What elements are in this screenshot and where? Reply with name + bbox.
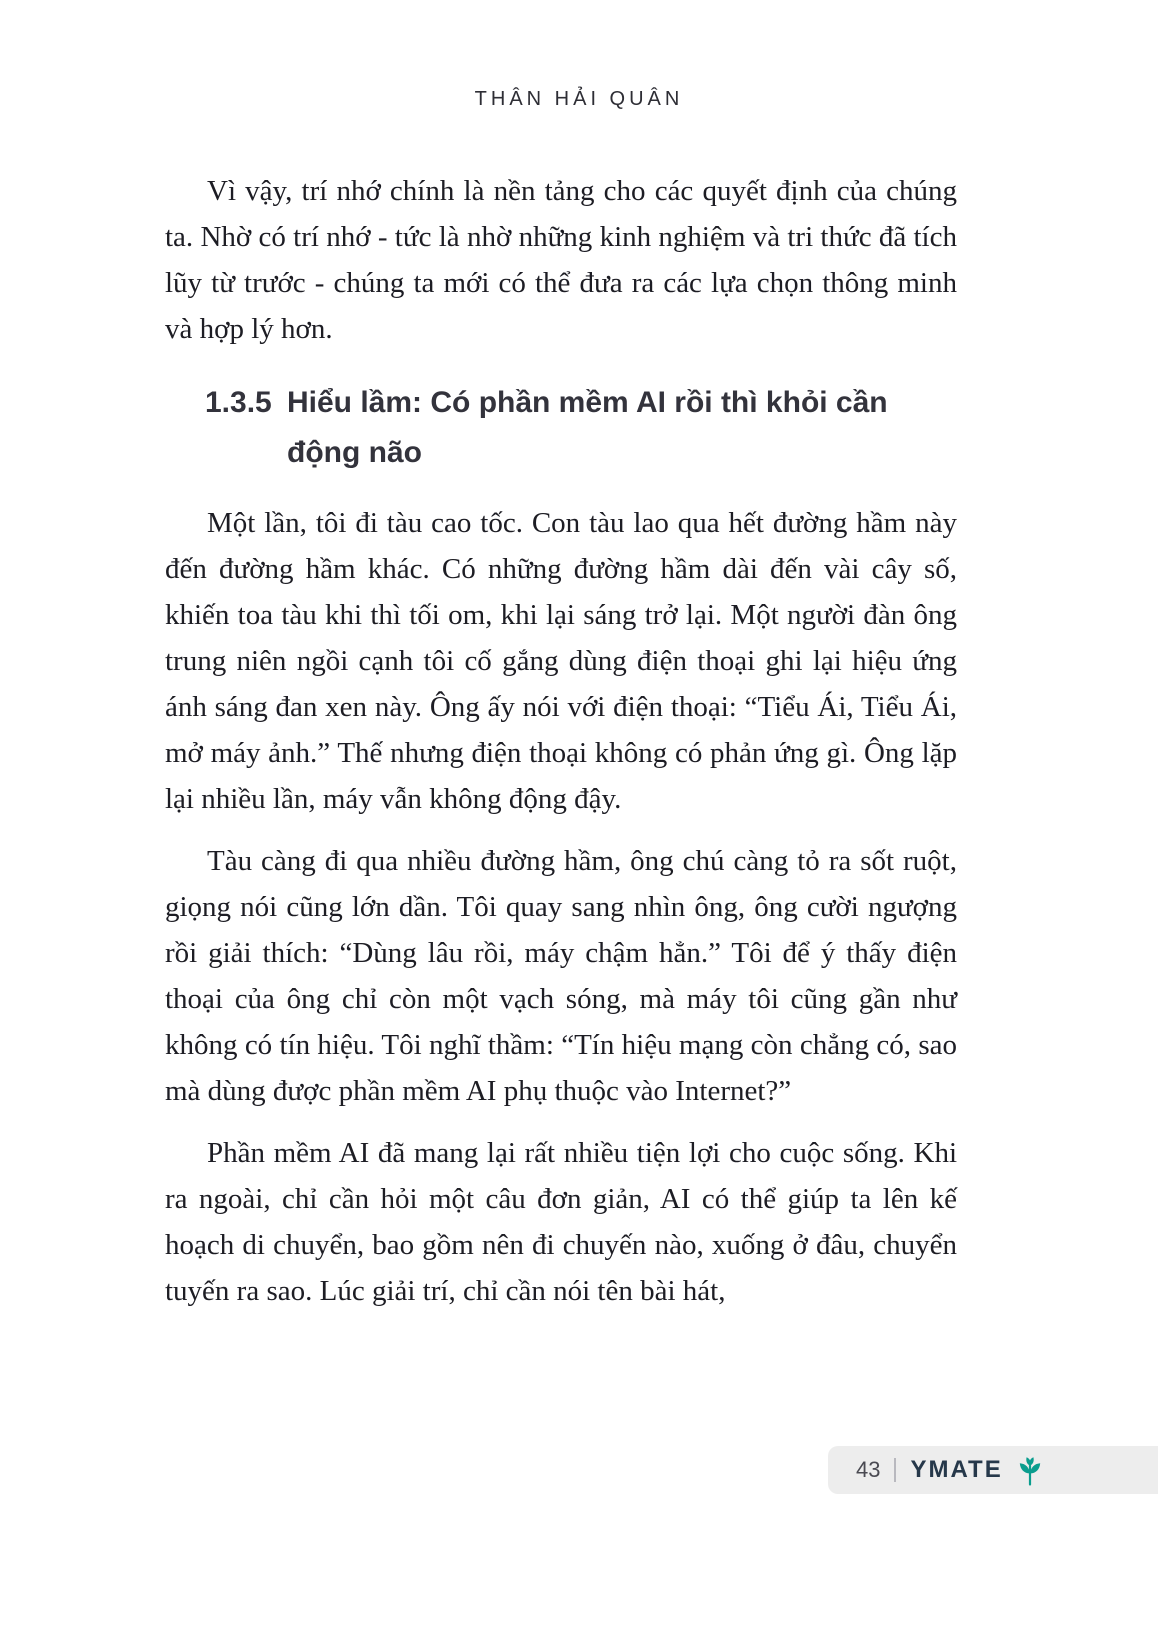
page-content — [165, 168, 957, 1330]
footer-divider — [894, 1458, 896, 1482]
running-header: THÂN HẢI QUÂN — [474, 88, 684, 110]
brand-name: YMATE — [910, 1456, 1003, 1483]
paragraph: Phần mềm AI đã mang lại rất nhiều tiện lợi cho cuộc sống. Khi ra ngoài, chỉ cần hỏi một câu đơn giản, AI có thể giúp ta lên kế hoạch di chuyển, bao gồm nên đi chuyến nào, xuống ở đâu, chuyển tuyến ra sao. Lúc giải trí, chỉ cần nói tên bài hát, — [165, 1137, 957, 1307]
section-title: Hiểu lầm: Có phần mềm AI rồi thì khỏi cần động não — [287, 386, 888, 469]
section-heading — [205, 378, 957, 478]
paragraph: Vì vậy, trí nhớ chính là nền tảng cho các quyết định của chúng ta. Nhờ có trí nhớ - tức là nhờ những kinh nghiệm và tri thức đã tích lũy từ trước - chúng ta mới có thể đưa ra các lựa chọn thông minh và hợp lý hơn. — [165, 175, 957, 345]
section-number: 1.3.5 — [205, 386, 272, 419]
paragraph: Một lần, tôi đi tàu cao tốc. Con tàu lao qua hết đường hầm này đến đường hầm khác. Có những đường hầm dài đến vài cây số, khiến toa tàu khi thì tối om, khi lại sáng trở lại. Một người đàn ông trung niên ngồi cạnh tôi cố gắng dùng điện thoại ghi lại hiệu ứng ánh sáng đan xen này. Ông ấy nói với điện thoại: “Tiểu Ái, Tiểu Ái, mở máy ảnh.” Thế nhưng điện thoại không có phản ứng gì. Ông lặp lại nhiều lần, máy vẫn không động đậy. — [165, 507, 957, 815]
page-number: 43 — [856, 1457, 881, 1482]
paragraph: Tàu càng đi qua nhiều đường hầm, ông chú càng tỏ ra sốt ruột, giọng nói cũng lớn dần. Tôi quay sang nhìn ông, ông cười ngượng rồi giải thích: “Dùng lâu rồi, máy chậm hẳn.” Tôi để ý thấy điện thoại của ông chỉ còn một vạch sóng, mà máy tôi cũng gần như không có tín hiệu. Tôi nghĩ thầm: “Tín hiệu mạng còn chẳng có, sao mà dùng được phần mềm AI phụ thuộc vào Internet?” — [165, 845, 957, 1107]
footer-bar — [828, 1446, 1158, 1494]
ymate-sprout-icon — [1013, 1453, 1047, 1487]
